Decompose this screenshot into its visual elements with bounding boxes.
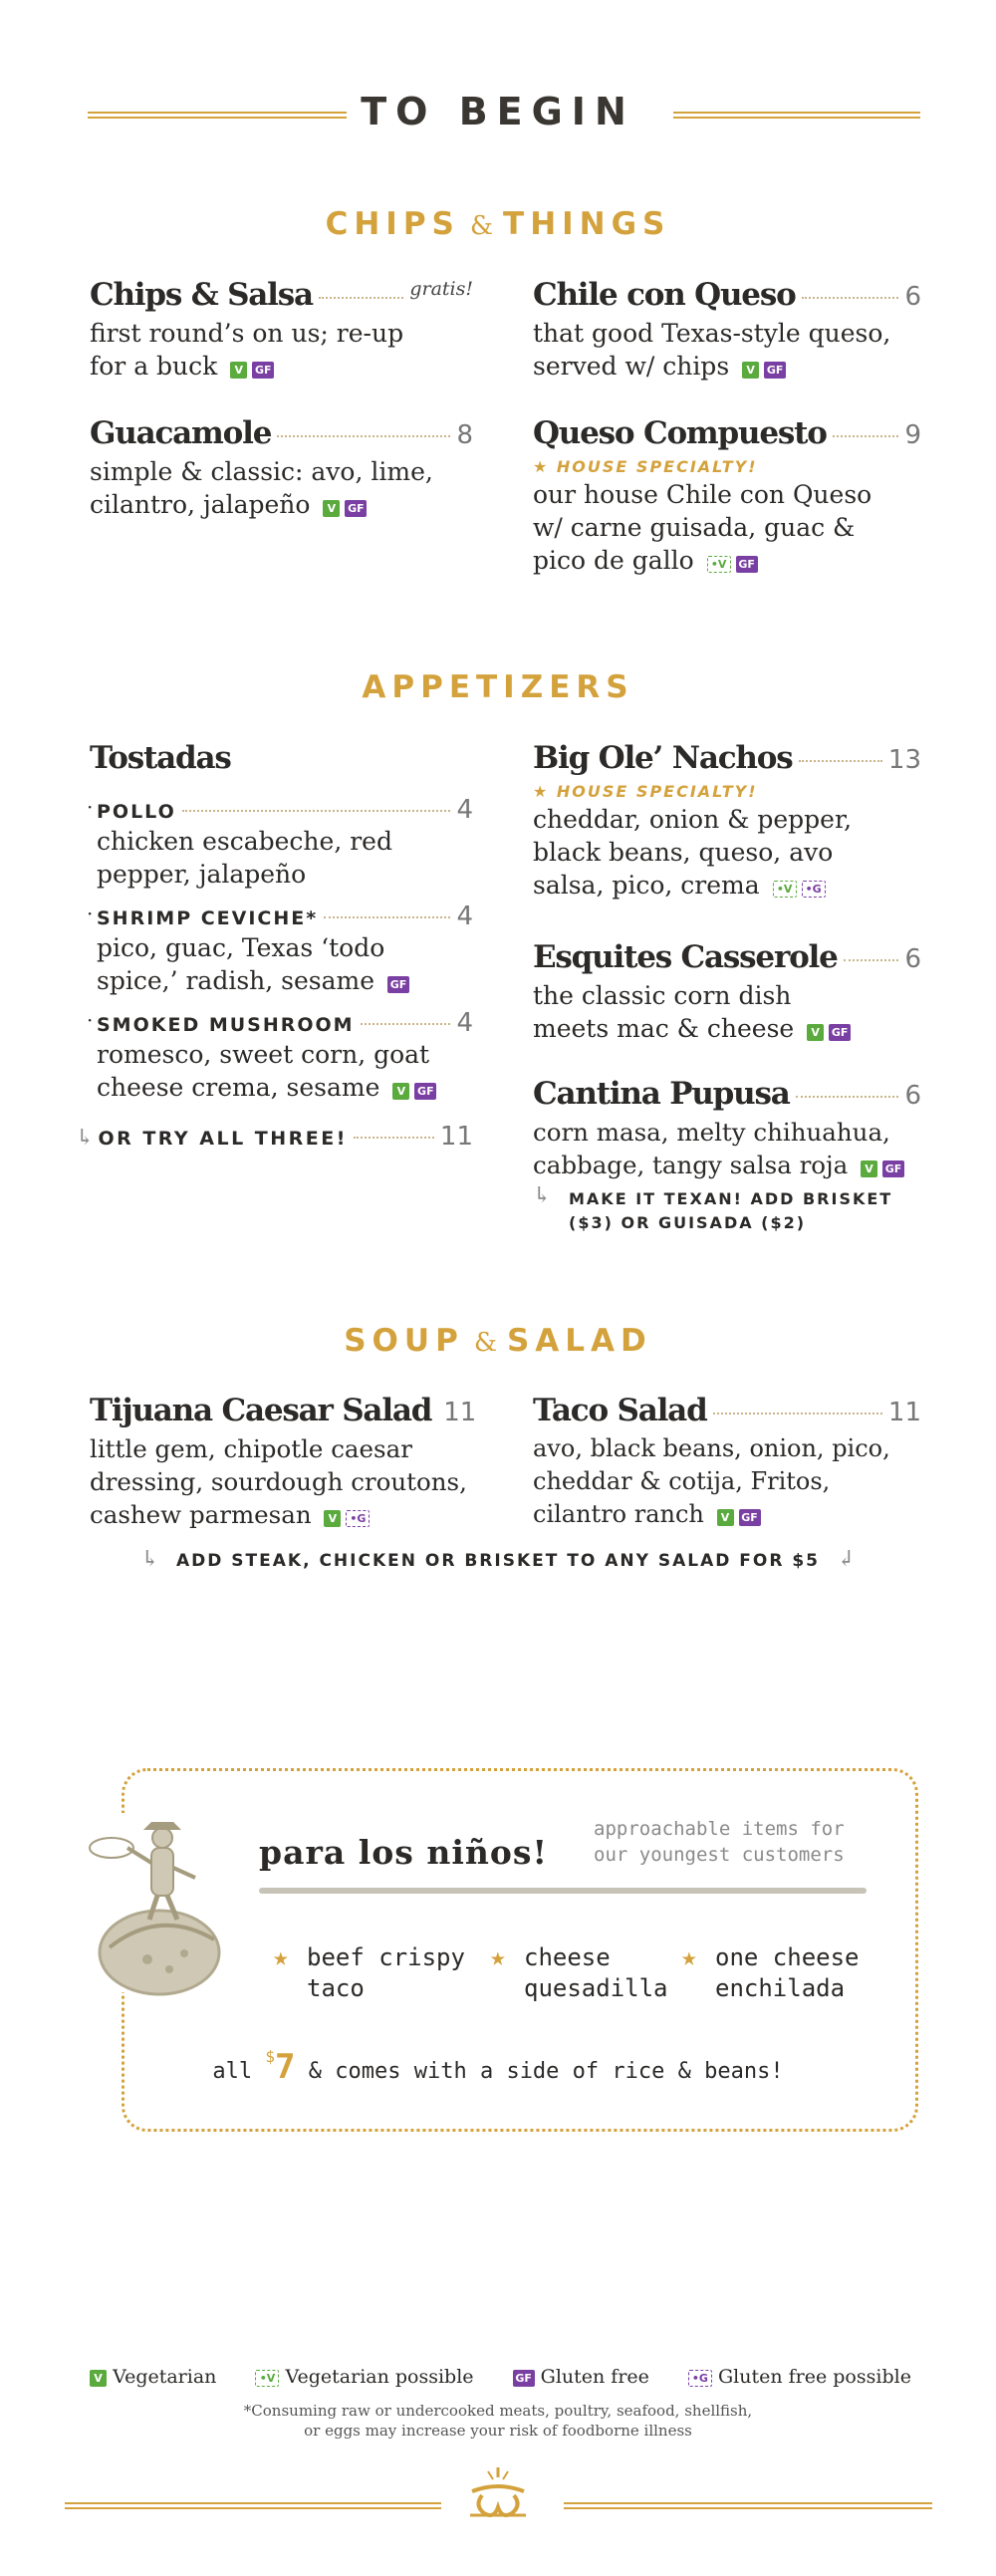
bullet: ·: [87, 902, 94, 925]
vegetarian-possible-badge: •V: [255, 2370, 279, 2387]
kids-title: para los niños!: [259, 1833, 548, 1872]
menu-item-guacamole: [90, 415, 473, 521]
gluten-free-badge: GF: [882, 1160, 904, 1177]
gluten-free-possible-badge: •G: [802, 881, 826, 898]
gluten-free-badge: GF: [829, 1024, 851, 1041]
item-description: cheddar, onion & pepper, black beans, queso, avo salsa, pico, crema •V •G: [533, 805, 853, 900]
section-title-part: SALAD: [506, 1323, 652, 1359]
bullet: ·: [87, 1008, 94, 1032]
vegetarian-badge: V: [392, 1083, 409, 1100]
item-name: Esquites Casserole: [533, 939, 838, 975]
vegetarian-badge: V: [230, 362, 247, 379]
vegetarian-badge: V: [807, 1024, 824, 1041]
sub-item-name: SHRIMP CEVICHE*: [97, 907, 319, 929]
item-price: 4: [456, 795, 473, 825]
vegetarian-badge: V: [717, 1509, 734, 1526]
menu-item-tijuana-caesar: [90, 1393, 477, 1531]
leader-dots: [713, 1413, 882, 1415]
house-specialty-label: ★ HOUSE SPECIALTY!: [533, 782, 758, 801]
gluten-free-badge: GF: [252, 362, 274, 379]
section-title-chips: [0, 206, 996, 242]
section-title-amp: &: [473, 1328, 497, 1358]
kids-item-quesadilla: ★ cheese quesadilla: [490, 1942, 668, 2002]
leader-dots: [182, 810, 451, 812]
kids-divider: [259, 1888, 867, 1894]
menu-item-chips-salsa: [90, 277, 473, 383]
gluten-free-badge: GF: [345, 500, 367, 517]
footer-rule-left: [65, 2502, 441, 2509]
item-price: 8: [456, 420, 473, 450]
section-title-appetizers: APPETIZERS: [362, 669, 634, 705]
kids-price-line: all $7 & comes with a side of rice & beans!: [212, 2047, 784, 2087]
tostada-smoked-mushroom: [87, 1008, 473, 1104]
vegetarian-badge: V: [90, 2370, 107, 2387]
menu-item-big-ole-nachos: [533, 740, 921, 902]
menu-item-esquites-casserole: [533, 939, 921, 1045]
menu-item-cantina-pupusa: [533, 1076, 931, 1235]
item-description: corn masa, melty chihuahua, cabbage, tangy salsa roja V GF: [533, 1116, 931, 1181]
item-description: simple & classic: avo, lime, cilantro, jalapeño V GF: [90, 457, 433, 519]
gluten-free-badge: GF: [414, 1083, 436, 1100]
item-name: Big Ole’ Nachos: [533, 740, 793, 776]
legend-gluten-free: GF Gluten free: [508, 2366, 649, 2388]
item-name: Chips & Salsa: [90, 277, 313, 313]
pupusa-add-note: ↳ MAKE IT TEXAN! ADD BRISKET ($3) OR GUISADA ($2): [533, 1183, 893, 1232]
tostada-pollo: [87, 795, 473, 891]
section-title-part: THINGS: [503, 206, 671, 242]
gluten-free-badge: GF: [736, 556, 758, 573]
item-description: our house Chile con Queso w/ carne guisada, guac & pico de gallo •V GF: [533, 480, 872, 575]
corner-arrow-icon: ↳: [76, 1126, 95, 1151]
kids-item-beef-taco: ★ beef crispy taco: [273, 1942, 465, 2002]
leader-dots: [319, 297, 403, 299]
leader-dots: [833, 435, 899, 437]
star-icon: ★: [681, 1942, 697, 1972]
salad-addon-note: ↳ ADD STEAK, CHICKEN OR BRISKET TO ANY SALAD FOR $5 ↲: [140, 1547, 856, 1572]
menu-item-chile-con-queso: [533, 277, 921, 383]
item-name: Guacamole: [90, 415, 272, 451]
vegetarian-badge: V: [861, 1160, 877, 1177]
menu-item-queso-compuesto: [533, 415, 921, 577]
item-description: that good Texas-style queso, served w/ chips V GF: [533, 319, 891, 381]
corner-arrow-icon: ↲: [837, 1547, 856, 1572]
section-title-amp: &: [469, 211, 494, 241]
sub-item-name: POLLO: [97, 801, 176, 823]
bullet: ·: [87, 795, 94, 819]
item-price: gratis!: [409, 278, 473, 300]
gluten-free-badge: GF: [387, 976, 409, 993]
item-description: first round’s on us; re-up for a buck V GF: [90, 319, 404, 381]
leader-dots: [277, 435, 450, 437]
item-price: 4: [456, 1008, 473, 1038]
kids-item-enchilada: ★ one cheese enchilada: [681, 1942, 860, 2002]
kids-subtitle: approachable items for our youngest customers: [594, 1818, 845, 1866]
food-safety-disclaimer: *Consuming raw or undercooked meats, poultry, seafood, shellfish, or eggs may increase your risk of foodborne illness: [243, 2402, 753, 2440]
item-description: little gem, chipotle caesar dressing, sourdough croutons, cashew parmesan V •G: [90, 1434, 467, 1529]
item-price: 6: [904, 944, 921, 974]
item-name: Tostadas: [90, 740, 231, 776]
all-three-label: OR TRY ALL THREE!: [98, 1128, 348, 1150]
tostadas-all-three: [76, 1122, 473, 1152]
cowboy-taco-illustration: [70, 1808, 249, 2007]
menu-item-tostadas: [90, 740, 473, 776]
item-description: the classic corn dish meets mac & cheese V GF: [533, 979, 921, 1045]
item-description: avo, black beans, onion, pico, cheddar & cotija, Fritos, cilantro ranch V GF: [533, 1434, 890, 1528]
item-name: Chile con Queso: [533, 277, 796, 313]
dietary-legend: [0, 2366, 996, 2388]
item-price: 4: [456, 902, 473, 931]
gluten-free-possible-badge: •G: [346, 1510, 370, 1527]
item-price: 9: [904, 420, 921, 450]
section-title-soup-salad: [0, 1323, 996, 1359]
item-name: Taco Salad: [533, 1393, 707, 1428]
all-three-price: 11: [439, 1122, 473, 1152]
item-name: Tijuana Caesar Salad: [90, 1393, 432, 1428]
tostada-shrimp-ceviche: [87, 902, 473, 997]
house-specialty-label: ★ HOUSE SPECIALTY!: [533, 457, 758, 476]
item-price: 11: [443, 1398, 477, 1427]
brand-logo-icon: [460, 2465, 536, 2521]
gluten-free-possible-badge: •G: [688, 2370, 712, 2387]
gluten-free-badge: GF: [764, 362, 786, 379]
legend-gluten-free-possible: •G Gluten free possible: [683, 2366, 911, 2388]
footer-rule-right: [564, 2502, 932, 2509]
vegetarian-possible-badge: •V: [707, 556, 731, 573]
item-price: 11: [887, 1398, 921, 1427]
gluten-free-badge: GF: [513, 2370, 535, 2387]
sub-item-name: SMOKED MUSHROOM: [97, 1014, 355, 1036]
leader-dots: [324, 916, 450, 918]
item-price: 6: [904, 1081, 921, 1111]
item-description: pico, guac, Texas ‘todo spice,’ radish, sesame GF: [97, 931, 473, 997]
vegetarian-possible-badge: •V: [773, 881, 797, 898]
item-name: Cantina Pupusa: [533, 1076, 790, 1112]
vegetarian-badge: V: [742, 362, 759, 379]
leader-dots: [354, 1137, 434, 1139]
item-price: 6: [904, 282, 921, 312]
star-icon: ★: [490, 1942, 506, 1972]
item-description: chicken escabeche, red pepper, jalapeño: [97, 827, 392, 889]
leader-dots: [796, 1096, 899, 1098]
leader-dots: [361, 1023, 451, 1025]
vegetarian-badge: V: [323, 500, 340, 517]
gluten-free-badge: GF: [739, 1509, 761, 1526]
corner-arrow-icon: ↳: [140, 1547, 159, 1572]
page-title: TO BEGIN: [361, 90, 635, 133]
menu-item-taco-salad: [533, 1393, 921, 1531]
item-description: romesco, sweet corn, goat cheese crema, sesame V GF: [97, 1038, 473, 1104]
section-title-part: CHIPS: [325, 206, 460, 242]
legend-vegetarian: V Vegetarian: [85, 2366, 216, 2388]
section-title-part: SOUP: [344, 1323, 464, 1359]
leader-dots: [844, 959, 899, 961]
leader-dots: [799, 760, 882, 762]
item-name: Queso Compuesto: [533, 415, 827, 451]
header-rule-right: [673, 112, 920, 119]
legend-vegetarian-possible: •V Vegetarian possible: [250, 2366, 473, 2388]
item-price: 13: [887, 745, 921, 775]
star-icon: ★: [273, 1942, 289, 1972]
leader-dots: [802, 297, 899, 299]
vegetarian-badge: V: [324, 1510, 341, 1527]
corner-arrow-icon: ↳: [533, 1183, 552, 1208]
